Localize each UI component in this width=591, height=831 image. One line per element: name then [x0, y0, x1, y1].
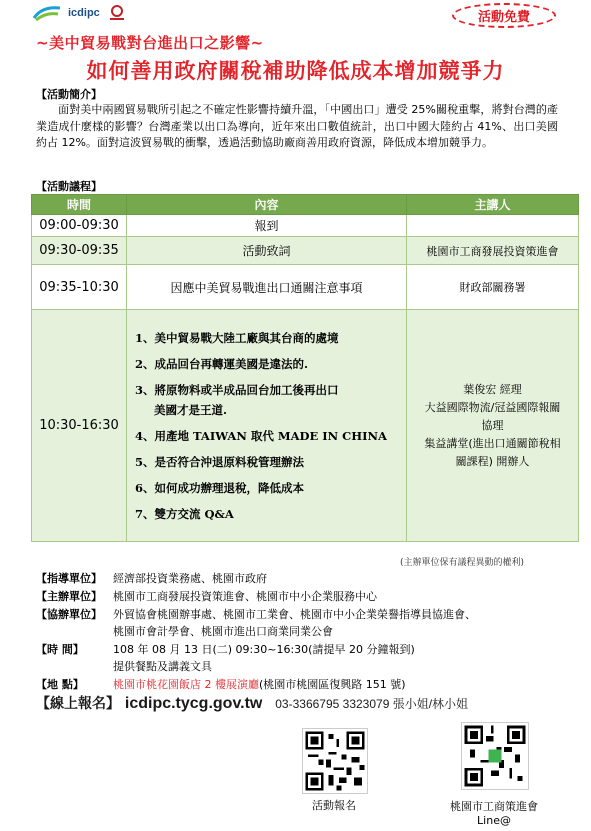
agenda-table: [31, 194, 579, 542]
row-content: 活動致詞: [127, 237, 407, 265]
row-time: 09:00-09:30: [32, 215, 127, 237]
host-label: 【主辦單位】: [36, 590, 102, 603]
table-row-main-session: [32, 310, 579, 542]
intro-body: 面對美中兩國貿易戰所引起之不確定性影響持續升溫，「中國出口」遭受 25%關稅重擊，將對台灣的產業造成什麼樣的影響？台灣產業以出口為導向，近年來出口數值統計，出口中國大陸約占 41%、出口美國約占 12%。面對這波貿易戰的衝擊，透過活動協助廠商善用政府資源，降低成本增加競爭力。: [36, 103, 558, 149]
table-row: [32, 265, 579, 310]
speaker-name: 葉俊宏 經理: [463, 382, 522, 396]
topic-item: 3、將原物料或半成品回台加工後再出口: [135, 382, 339, 397]
line-qr-code[interactable]: [461, 722, 529, 790]
row-time: 10:30-16:30: [32, 310, 127, 542]
time-value: 108 年 08 月 13 日(二) 09:30~16:30(請提早 20 分鐘報到): [113, 643, 415, 656]
free-event-badge: 活動免費: [452, 3, 556, 28]
row-content: 報到: [127, 215, 407, 237]
event-place: [36, 676, 406, 693]
registration-link[interactable]: icdipc.tycg.gov.tw: [124, 695, 263, 712]
topic-list: [127, 310, 407, 542]
topic-item: 2、成品回台再轉運美國是違法的.: [135, 356, 309, 371]
emblem-icon: [106, 4, 128, 22]
contact-phone: 03-3366795 3323079 張小姐/林小姐: [275, 697, 469, 711]
agenda-heading: 【活動議程】: [36, 180, 102, 193]
co-value: 外貿協會桃園辦事處、桃園市工業會、桃園市中小企業榮譽指導員協進會、: [113, 608, 476, 621]
icdipc-logo-icon: [32, 4, 62, 22]
topic-item: 4、用產地 TAIWAN 取代 MADE IN CHINA: [135, 428, 387, 443]
time-note: 提供餐點及講義文具: [113, 660, 212, 673]
row-speaker: 桃園市工商發展投資策進會: [407, 237, 579, 265]
intro-heading: 【活動簡介】: [36, 88, 102, 101]
logo-area: [32, 2, 128, 24]
topic-item: 7、雙方交流 Q&A: [135, 506, 234, 521]
host-value: 桃園市工商發展投資策進會、桃園市中小企業服務中心: [113, 590, 377, 603]
topic-item: 5、是否符合沖退原料稅管理辦法: [135, 454, 304, 469]
rights-note: (主辦單位保有議程異動的權利): [400, 558, 525, 568]
agenda-header-row: [32, 195, 579, 215]
col-header-speaker: 主講人: [407, 195, 579, 215]
row-time: 09:35-10:30: [32, 265, 127, 310]
speaker-line: 關課程) 開辦人: [455, 454, 530, 468]
line-qr-caption: [430, 798, 558, 827]
event-time: [36, 641, 415, 658]
guide-value: 經濟部投資業務處、桃園市政府: [113, 572, 267, 585]
registration-qr-code[interactable]: [302, 728, 368, 794]
table-row: [32, 215, 579, 237]
row-speaker: [407, 215, 579, 237]
time-label: 【時 間】: [36, 643, 84, 656]
table-row: [32, 237, 579, 265]
topic-item: 6、如何成功辦理退稅，降低成本: [135, 480, 304, 495]
topic-item-continued: 美國才是王道.: [154, 402, 228, 417]
co-unit: [36, 606, 476, 623]
speaker-line: 協理: [481, 418, 504, 432]
speaker-line: 集益講堂(進出口通關節稅相: [424, 436, 561, 450]
line-qr-caption-line: Line@: [477, 814, 511, 827]
row-speaker: 財政部關務署: [407, 265, 579, 310]
guide-label: 【指導單位】: [36, 572, 102, 585]
event-title: 如何善用政府關稅補助降低成本增加競爭力: [86, 59, 505, 83]
place-address: (桃園市桃園區復興路 151 號): [259, 678, 406, 691]
topic-item: 1、美中貿易戰大陸工廠與其台商的處境: [135, 330, 339, 345]
row-time: 09:30-09:35: [32, 237, 127, 265]
online-label: 【線上報名】: [36, 696, 120, 712]
logo-text: icdipc: [68, 7, 100, 19]
place-label: 【地 點】: [36, 678, 84, 691]
speaker-line: 大益國際物流/冠益國際報關: [424, 400, 561, 414]
intro-text: [36, 102, 558, 152]
co-label: 【協辦單位】: [36, 608, 102, 621]
online-registration: [36, 693, 468, 713]
line-qr-caption-org: 桃園市工商策進會: [450, 800, 538, 813]
event-subtitle: ~美中貿易戰對台進出口之影響~: [36, 34, 264, 52]
speaker-info: [407, 310, 579, 542]
co-unit-line2: 桃園市會計學會、桃園市進出口商業同業公會: [113, 625, 333, 638]
registration-qr-caption: 活動報名: [312, 799, 356, 812]
guide-unit: [36, 570, 267, 587]
place-venue: 桃園市桃花園飯店 2 樓展演廳: [113, 678, 259, 691]
host-unit: [36, 588, 377, 605]
col-header-content: 內容: [127, 195, 407, 215]
row-content: 因應中美貿易戰進出口通關注意事項: [127, 265, 407, 310]
col-header-time: 時間: [32, 195, 127, 215]
